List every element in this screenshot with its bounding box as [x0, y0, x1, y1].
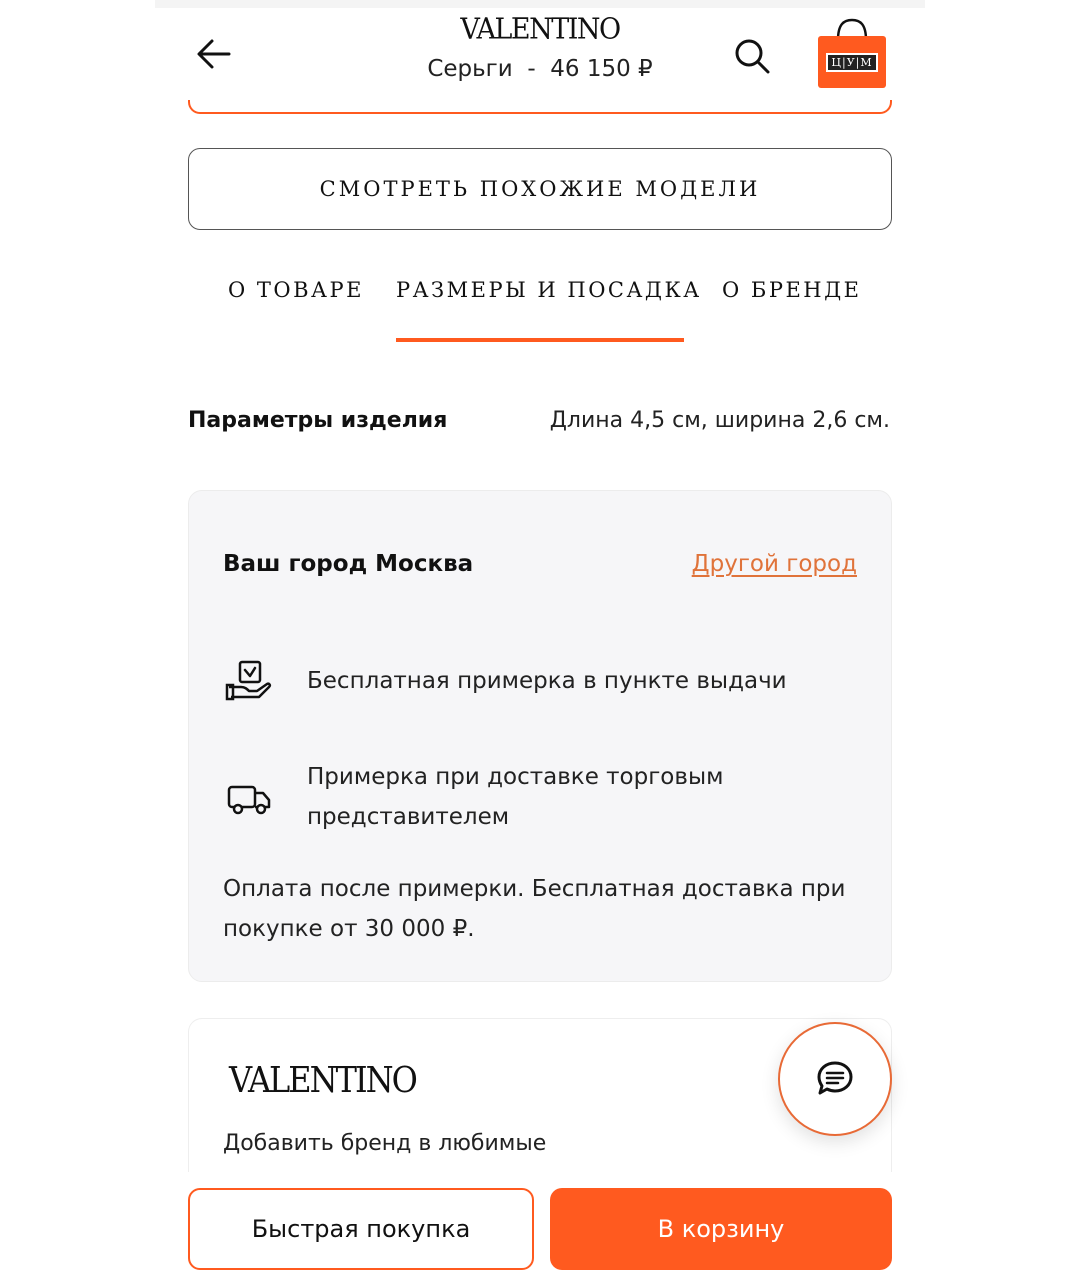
params-value: Длина 4,5 см, ширина 2,6 см.	[549, 408, 890, 433]
chat-button[interactable]	[778, 1022, 892, 1136]
bottom-action-bar	[0, 1172, 1080, 1280]
quick-buy-button[interactable]: Быстрая покупка	[188, 1188, 534, 1270]
search-icon	[732, 36, 772, 76]
fitting-pickup-icon	[223, 655, 275, 707]
feature-courier-fitting: Примерка при доставке торговым представителем	[307, 764, 724, 830]
feature-fitting-pickup: Бесплатная примерка в пункте выдачи	[307, 668, 787, 694]
header	[0, 0, 1080, 110]
delivery-card	[188, 490, 892, 982]
tab-about-brand[interactable]: О БРЕНДЕ	[722, 278, 862, 302]
similar-models-button[interactable]: СМОТРЕТЬ ПОХОЖИЕ МОДЕЛИ	[188, 148, 892, 230]
brand-title[interactable]: VALENTINO	[460, 12, 620, 47]
city-label: Ваш город Москва	[223, 551, 474, 577]
product-subtitle: Серьги - 46 150 ₽	[427, 56, 653, 82]
active-tab-indicator	[396, 338, 684, 342]
brand-logo[interactable]: VALENTINO	[229, 1059, 416, 1101]
tab-sizes-fit[interactable]: РАЗМЕРЫ И ПОСАДКА	[396, 278, 702, 302]
change-city-link[interactable]: Другой город	[691, 551, 857, 577]
add-brand-favorite-link[interactable]: Добавить бренд в любимые	[223, 1131, 547, 1156]
bag-body	[818, 36, 886, 88]
cart-button[interactable]	[816, 18, 888, 90]
payment-note: Оплата после примерки. Бесплатная доставка при покупке от 30 000 ₽.	[223, 876, 846, 942]
search-button[interactable]	[728, 32, 776, 80]
tab-about-product[interactable]: О ТОВАРЕ	[228, 278, 364, 302]
delivery-truck-icon	[223, 773, 275, 825]
chat-bubble-icon	[815, 1059, 855, 1099]
params-label: Параметры изделия	[188, 408, 448, 433]
add-to-cart-button[interactable]: В корзину	[550, 1188, 892, 1270]
tsum-logo: Ц|У|М	[826, 53, 877, 72]
